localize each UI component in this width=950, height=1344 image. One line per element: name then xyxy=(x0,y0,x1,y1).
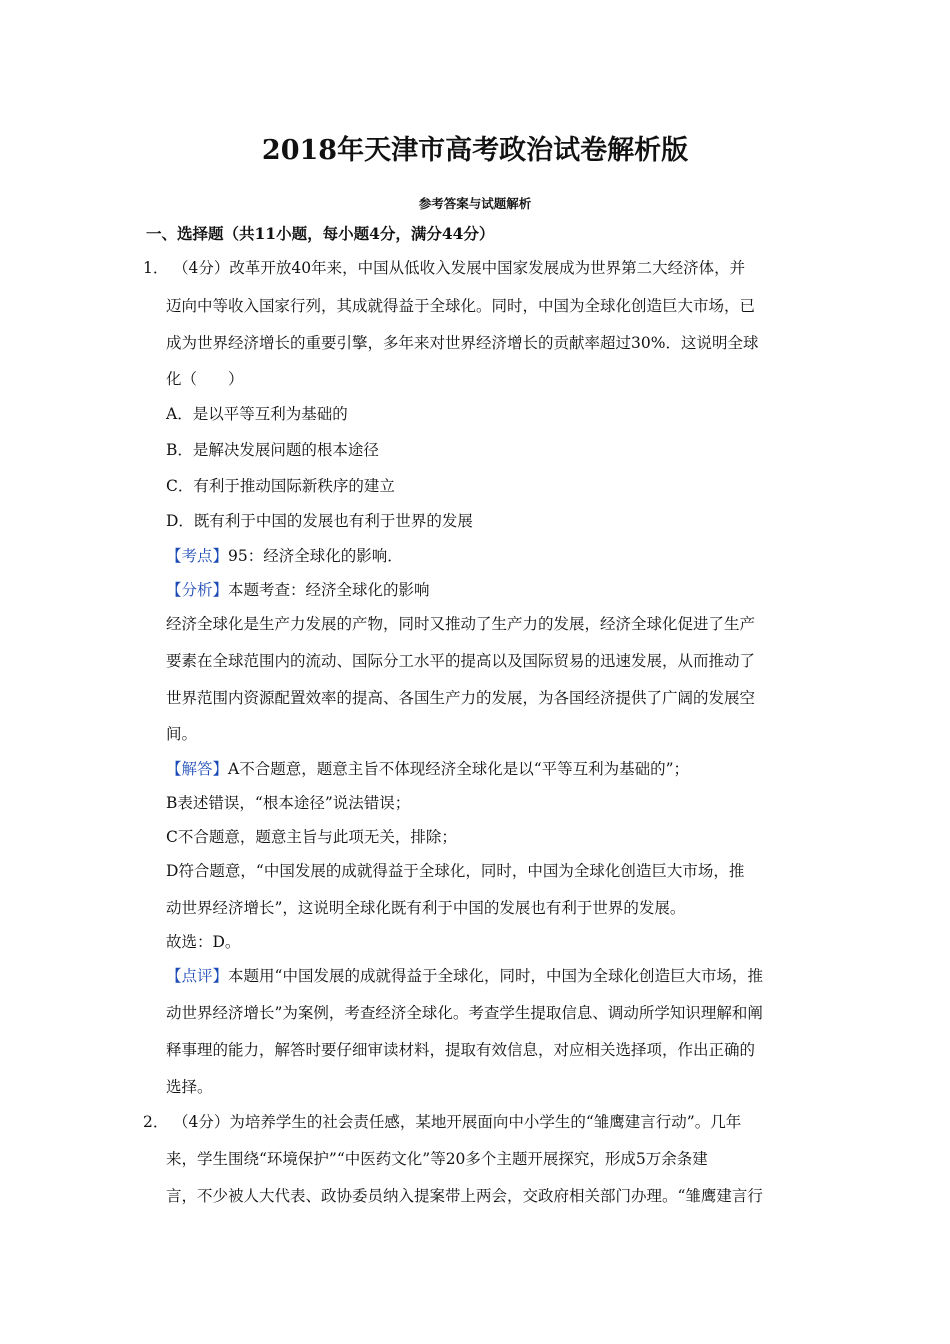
dianping-text: 本题用“中国发展的成就得益于全球化，同时，中国为全球化创造巨大市场，推 xyxy=(228,967,763,985)
q1-dianping-line: 释事理的能力，解答时要仔细审读材料，提取有效信息，对应相关选择项，作出正确的 xyxy=(166,1041,756,1059)
q1-fenxi-line: 世界范围内资源配置效率的提高、各国生产力的发展，为各国经济提供了广阔的发展空 xyxy=(166,689,756,707)
fenxi-text: 本题考查：经济全球化的影响 xyxy=(228,581,430,599)
q2-stem-line: 言，不少被人大代表、政协委员纳入提案带上两会，交政府相关部门办理。“雏鹰建言行 xyxy=(166,1187,763,1205)
q2-stem-line: 来，学生围绕“环境保护”“中医药文化”等20多个主题开展探究，形成5万余条建 xyxy=(166,1150,708,1168)
q1-fenxi-line: 间。 xyxy=(166,725,198,743)
q1-jieda-line: 动世界经济增长”，这说明全球化既有利于中国的发展也有利于世界的发展。 xyxy=(166,899,686,917)
page-subtitle: 参考答案与试题解析 xyxy=(418,196,532,211)
fenxi-tag: 【分析】 xyxy=(166,581,229,599)
q1-fenxi-line: 要素在全球范围内的流动、国际分工水平的提高以及国际贸易的迅速发展，从而推动了 xyxy=(166,652,756,670)
q1-jieda-line: B表述错误，“根本途径”说法错误； xyxy=(166,794,411,812)
page-title: 2018年天津市高考政治试卷解析版 xyxy=(261,135,689,166)
jieda-tag: 【解答】 xyxy=(166,760,229,778)
q1-jieda xyxy=(166,759,689,779)
q1-option-a: A．是以平等互利为基础的 xyxy=(166,405,348,423)
q1-option-b: B．是解决发展问题的根本途径 xyxy=(166,441,379,459)
jieda-text: A不合题意，题意主旨不体现经济全球化是以“平等互利为基础的”； xyxy=(228,760,690,778)
q1-dianping-line: 选择。 xyxy=(166,1078,213,1096)
q2-number: 2． xyxy=(143,1113,169,1131)
kaodian-tag: 【考点】 xyxy=(166,547,229,565)
dianping-tag: 【点评】 xyxy=(166,967,229,985)
q1-number: 1． xyxy=(143,259,169,277)
q1-jieda-line: C不合题意，题意主旨与此项无关，排除； xyxy=(166,828,457,846)
q1-fenxi xyxy=(166,580,430,600)
q1-kaodian xyxy=(166,546,403,566)
q1-jieda-line: D符合题意，“中国发展的成就得益于全球化，同时，中国为全球化创造巨大市场，推 xyxy=(166,862,745,880)
q1-stem-line: （4分）改革开放40年来，中国从低收入发展中国家发展成为世界第二大经济体，并 xyxy=(173,259,746,277)
q1-stem-line: 化（ ） xyxy=(166,370,244,388)
q1-fenxi-line: 经济全球化是生产力发展的产物，同时又推动了生产力的发展，经济全球化促进了生产 xyxy=(166,615,756,633)
q1-dianping-line: 动世界经济增长”为案例，考查经济全球化。考查学生提取信息、调动所学知识理解和阐 xyxy=(166,1004,763,1022)
q1-stem-line: 成为世界经济增长的重要引擎，多年来对世界经济增长的贡献率超过30%．这说明全球 xyxy=(166,334,759,352)
q2-stem-line: （4分）为培养学生的社会责任感，某地开展面向中小学生的“雏鹰建言行动”。几年 xyxy=(173,1113,742,1131)
q1-option-d: D．既有利于中国的发展也有利于世界的发展 xyxy=(166,512,473,530)
q1-jieda-line: 故选：D。 xyxy=(166,933,241,951)
kaodian-text: 95：经济全球化的影响． xyxy=(228,547,403,565)
section-heading: 一、选择题（共11小题，每小题4分，满分44分） xyxy=(146,224,495,243)
q1-dianping xyxy=(166,966,763,986)
q1-option-c: C．有利于推动国际新秩序的建立 xyxy=(166,477,395,495)
q1-stem-line: 迈向中等收入国家行列，其成就得益于全球化。同时，中国为全球化创造巨大市场，已 xyxy=(166,297,756,315)
